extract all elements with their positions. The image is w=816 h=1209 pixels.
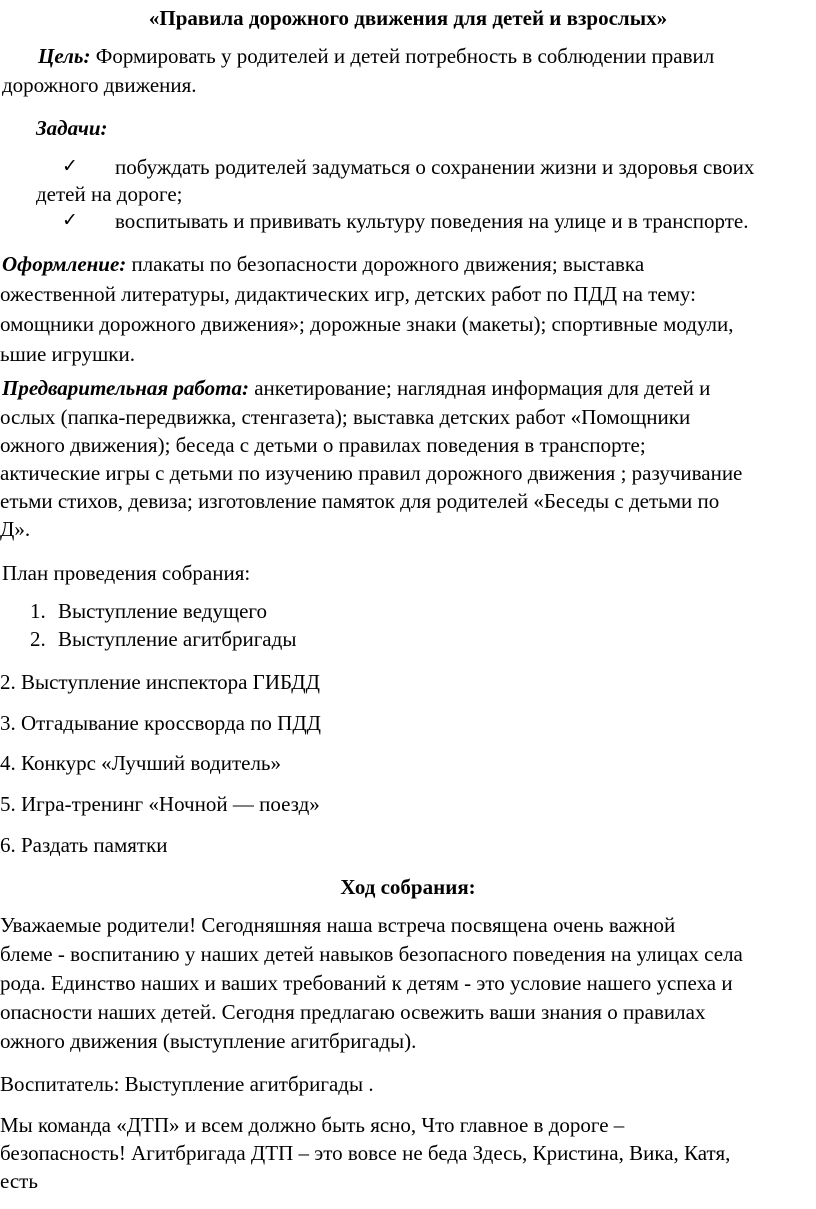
plan-list-item: 2. Выступление инспектора ГИБДД (0, 670, 320, 694)
check-icon: ✓ (62, 155, 78, 177)
poem-line-2: безопасность! Агитбригада ДТП – это вовсе не беда Здесь, Кристина, Вика, Катя, (0, 1141, 731, 1165)
tasks-label: Задачи: (36, 116, 108, 140)
design-text-2: ожественной литературы, дидактических игр, детских работ по ПДД на тему: (0, 282, 696, 306)
prep-line-1 (2, 374, 710, 402)
design-text-4: ьшие игрушки. (0, 342, 135, 366)
design-label: Оформление: (2, 252, 127, 276)
plan-list-item: 6. Раздать памятки (0, 833, 168, 857)
task-2-line-1: воспитывать и прививать культуру поведения на улице и в транспорте. (115, 209, 749, 233)
course-text-1: Уважаемые родители! Сегодняшняя наша встреча посвящена очень важной (0, 913, 676, 937)
plan-list-item: 3. Отгадывание кроссворда по ПДД (0, 711, 321, 735)
prep-text-4: актические игры с детьми по изучению правил дорожного движения ; разучивание (0, 461, 743, 485)
plan-num-2: 2. (30, 627, 46, 651)
design-line-1 (2, 250, 644, 278)
goal-text-2: дорожного движения. (2, 73, 197, 97)
course-text-5: ожного движения (выступление агитбригады). (0, 1029, 417, 1053)
goal-text-1: Формировать у родителей и детей потребность в соблюдении правил (90, 44, 715, 68)
design-text-1: плакаты по безопасности дорожного движения; выставка (126, 252, 645, 276)
prep-label: Предварительная работа: (2, 376, 249, 400)
educator-line: Воспитатель: Выступление агитбригады . (0, 1072, 374, 1096)
course-text-3: рода. Единство наших и ваших требований к детям - это условие нашего успеха и (0, 971, 733, 995)
course-text-2: блеме - воспитанию у наших детей навыков безопасного поведения на улицах села (0, 942, 743, 966)
prep-text-6: Д». (0, 517, 31, 541)
check-icon: ✓ (62, 209, 78, 231)
poem-line-1: Мы команда «ДТП» и всем должно быть ясно, Что главное в дороге – (0, 1113, 625, 1137)
poem-line-3: есть (0, 1169, 38, 1193)
document-title: «Правила дорожного движения для детей и взрослых» (148, 6, 668, 30)
plan-num-1: 1. (30, 599, 46, 623)
plan-list-item: 5. Игра-тренинг «Ночной — поезд» (0, 792, 320, 816)
plan-item-1: Выступление ведущего (58, 599, 268, 623)
plan-list-item: 4. Конкурс «Лучший водитель» (0, 751, 281, 775)
goal-line-1 (38, 42, 714, 70)
goal-label: Цель: (38, 44, 91, 68)
prep-text-1: анкетирование; наглядная информация для детей и (248, 376, 711, 400)
prep-text-3: ожного движения); беседа с детьми о правилах поведения в транспорте; (0, 433, 646, 457)
plan-item-2: Выступление агитбригады (58, 627, 297, 651)
task-1-line-2: детей на дороге; (36, 182, 183, 206)
course-text-4: опасности наших детей. Сегодня предлагаю освежить ваши знания о правилах (0, 1000, 706, 1024)
prep-text-2: ослых (папка-передвижка, стенгазета); выставка детских работ «Помощники (0, 405, 691, 429)
prep-text-5: етьми стихов, девиза; изготовление памяток для родителей «Беседы с детьми по (0, 489, 720, 513)
course-heading: Ход собрания: (340, 875, 476, 899)
plan-heading: План проведения собрания: (2, 561, 251, 585)
design-text-3: омощники дорожного движения»; дорожные знаки (макеты); спортивные модули, (0, 312, 734, 336)
task-1-line-1: побуждать родителей задуматься о сохранении жизни и здоровья своих (115, 155, 755, 179)
